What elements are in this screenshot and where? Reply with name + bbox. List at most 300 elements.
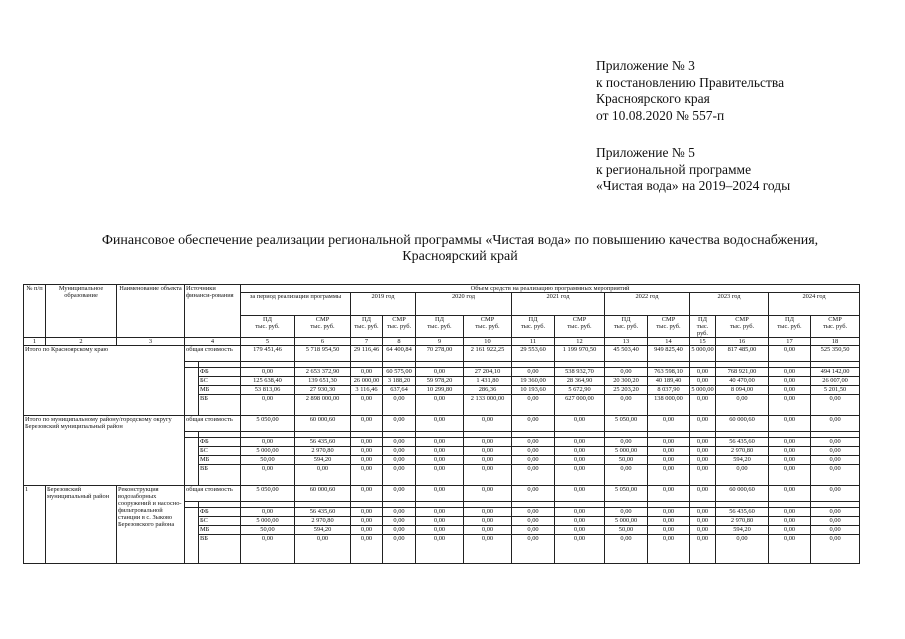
mb-cell: 25 203,20 (605, 386, 648, 395)
total-cell: 60 000,60 (716, 486, 769, 502)
mb-cell: 594,20 (716, 456, 769, 465)
bs-cell: 2 970,80 (716, 447, 769, 456)
total-cell: 29 553,60 (512, 346, 555, 362)
bs-cell: 0,00 (383, 447, 416, 456)
header-smr: СМР (828, 316, 842, 323)
vb-cell: 0,00 (351, 465, 383, 486)
fb-cell: 0,00 (769, 438, 811, 447)
mb-cell: 50,00 (241, 456, 295, 465)
header-pd: ПД (435, 316, 444, 323)
total-cell: 2 161 922,25 (464, 346, 512, 362)
header-smr-unit (383, 316, 416, 338)
total-row (24, 486, 860, 502)
total-cost-label: общая стоимость (185, 416, 241, 432)
column-number: 6 (295, 338, 351, 346)
total-row (24, 416, 860, 432)
mb-cell: 5 000,00 (691, 386, 714, 393)
fb-cell: 56 435,60 (716, 438, 769, 447)
mb-cell: 10 299,80 (416, 386, 464, 395)
header-volume: Объем средств на реализацию программных мероприятий (241, 285, 860, 293)
column-number: 8 (383, 338, 416, 346)
bs-cell: 5 000,00 (241, 447, 295, 456)
total-cell: 179 451,46 (241, 346, 295, 362)
total-cell: 525 350,50 (811, 346, 860, 362)
bs-cell: 0,00 (464, 447, 512, 456)
document-title (30, 233, 890, 265)
header-year-2020: 2020 год (416, 293, 512, 316)
mb-cell: 0,00 (811, 456, 860, 465)
column-number: 12 (555, 338, 605, 346)
total-cell: 0,00 (769, 416, 811, 432)
vb-cell: 0,00 (690, 535, 716, 564)
header-row-1 (24, 285, 860, 293)
bs-cell: 2 970,80 (295, 517, 351, 526)
vb-cell: 0,00 (416, 535, 464, 564)
mb-cell: 0,00 (555, 526, 605, 535)
bs-cell: 0,00 (690, 447, 716, 456)
bs-cell: 1 431,80 (464, 377, 512, 386)
total-cell: 0,00 (555, 486, 605, 502)
fb-cell: 0,00 (648, 438, 690, 447)
total-cell: 60 000,60 (295, 416, 351, 432)
header-smr: СМР (661, 316, 676, 323)
fb-cell: 538 932,70 (555, 368, 605, 377)
fb-cell: 0,00 (512, 438, 555, 447)
total-cell: 0,00 (769, 346, 811, 362)
fb-cell: 0,00 (605, 368, 648, 377)
vb-cell: 0,00 (464, 465, 512, 486)
mb-cell: 5 672,90 (555, 386, 605, 395)
fb-cell: 0,00 (464, 438, 512, 447)
fb-cell: 0,00 (416, 508, 464, 517)
bs-cell: 5 000,00 (605, 447, 648, 456)
header-unit: тыс. руб. (520, 323, 546, 330)
header-unit: тыс. руб. (696, 323, 709, 337)
mb-cell: 0,00 (769, 526, 811, 535)
header-unit: тыс. руб. (613, 323, 639, 330)
mb-cell: 0,00 (383, 526, 416, 535)
vb-cell: 0,00 (811, 535, 860, 564)
fb-cell: 0,00 (555, 438, 605, 447)
fb-cell: 0,00 (351, 368, 383, 377)
mb-cell: 0,00 (351, 526, 383, 535)
fb-cell: 0,00 (690, 368, 716, 377)
header-pd-unit (690, 316, 716, 338)
total-cell: 29 116,46 (351, 346, 383, 362)
fb-cell: 0,00 (383, 438, 416, 447)
column-number: 5 (241, 338, 295, 346)
column-number: 7 (351, 338, 383, 346)
mb-cell: 594,20 (716, 526, 769, 535)
header-pd-unit (416, 316, 464, 338)
total-cell: 0,00 (383, 486, 416, 502)
fb-cell: 494 142,00 (811, 368, 860, 377)
total-cell: 0,00 (416, 486, 464, 502)
fb-cell: 56 435,60 (295, 438, 351, 447)
vb-cell: 0,00 (383, 535, 416, 564)
total-cell: 0,00 (648, 486, 690, 502)
fb-cell: 763 598,10 (648, 368, 690, 377)
total-cell: 5 718 954,50 (295, 346, 351, 362)
column-number-row (24, 338, 860, 346)
total-cell: 5 000,00 (690, 346, 716, 362)
mb-cell: 0,00 (512, 526, 555, 535)
column-number: 10 (464, 338, 512, 346)
vb-cell: 0,00 (769, 395, 811, 416)
bs-cell: 139 651,30 (295, 377, 351, 386)
bs-cell: 0,00 (811, 517, 860, 526)
header-total-period: за период реализации программы (241, 293, 351, 316)
fb-cell: 56 435,60 (716, 508, 769, 517)
header-unit: тыс. руб. (729, 323, 755, 330)
vb-cell: 0,00 (811, 395, 860, 416)
header-smr-unit (555, 316, 605, 338)
mb-cell: 8 094,00 (716, 386, 769, 395)
vb-cell: 0,00 (690, 395, 716, 416)
vb-cell: 2 133 000,00 (464, 395, 512, 416)
vb-cell: 0,00 (690, 465, 716, 486)
header-object: Наименование объекта (117, 285, 185, 338)
mb-cell: 0,00 (512, 456, 555, 465)
total-cell: 1 199 970,50 (555, 346, 605, 362)
fb-cell: 0,00 (351, 508, 383, 517)
header-pd: ПД (785, 316, 794, 323)
vb-cell: 0,00 (811, 465, 860, 486)
fb-cell: 0,00 (811, 508, 860, 517)
mb-cell: 0,00 (464, 456, 512, 465)
column-number: 16 (716, 338, 769, 346)
mb-cell: 0,00 (811, 526, 860, 535)
vb-cell: 0,00 (295, 465, 351, 486)
fb-cell: 0,00 (648, 508, 690, 517)
bs-cell: 0,00 (690, 517, 716, 526)
total-cell: 5 050,00 (241, 486, 295, 502)
mb-cell: 0,00 (690, 456, 716, 465)
bs-cell: 20 300,20 (605, 377, 648, 386)
item-number: 1 (24, 486, 46, 564)
bs-cell: 5 000,00 (241, 517, 295, 526)
vb-cell: 0,00 (416, 465, 464, 486)
header-pd-unit (351, 316, 383, 338)
fb-cell: 0,00 (811, 438, 860, 447)
bs-cell: 0,00 (648, 447, 690, 456)
bs-label: БС (199, 447, 241, 456)
fb-cell: 0,00 (241, 368, 295, 377)
header-pd-unit (512, 316, 555, 338)
in-total-label (185, 438, 199, 486)
mb-cell: 50,00 (241, 526, 295, 535)
fb-cell: 0,00 (512, 508, 555, 517)
header-municipality: Муниципальное образование (46, 285, 117, 338)
total-cell: 0,00 (690, 416, 716, 432)
vb-cell: 0,00 (716, 465, 769, 486)
total-cell: 45 503,40 (605, 346, 648, 362)
section-caption: Итого по муниципальному району/городскому округу Березовский муниципальный район (24, 416, 185, 486)
vb-cell: 0,00 (769, 535, 811, 564)
vb-cell: 0,00 (383, 395, 416, 416)
column-number: 9 (416, 338, 464, 346)
fb-cell: 0,00 (555, 508, 605, 517)
mb-cell: 0,00 (555, 456, 605, 465)
vb-cell: 0,00 (605, 465, 648, 486)
fb-cell: 0,00 (464, 508, 512, 517)
column-number: 15 (690, 338, 716, 346)
bs-cell: 40 470,00 (716, 377, 769, 386)
mb-cell: 27 930,30 (295, 386, 351, 395)
bs-label: БС (199, 517, 241, 526)
vb-cell: 0,00 (555, 535, 605, 564)
in-total-label (185, 368, 199, 416)
header-unit: тыс. руб. (354, 323, 379, 330)
total-cell: 60 000,60 (716, 416, 769, 432)
header-num: № п/п (24, 285, 46, 338)
vb-cell: 0,00 (351, 395, 383, 416)
bs-cell: 0,00 (416, 447, 464, 456)
item-municipality: Березовский муниципальный район (46, 486, 117, 564)
total-cell: 5 050,00 (241, 416, 295, 432)
fb-cell: 0,00 (416, 438, 464, 447)
mb-cell: 5 201,50 (811, 386, 860, 395)
header-pd: ПД (362, 316, 371, 323)
bs-cell: 0,00 (690, 377, 716, 386)
total-cell: 0,00 (769, 486, 811, 502)
column-number: 18 (811, 338, 860, 346)
header-unit: тыс. руб. (255, 323, 280, 330)
bs-cell: 26 000,00 (351, 377, 383, 386)
mb-cell: 0,00 (648, 526, 690, 535)
appendix-3-block (596, 58, 784, 124)
vb-cell: 0,00 (555, 465, 605, 486)
fb-cell: 0,00 (351, 438, 383, 447)
bs-cell: 0,00 (769, 447, 811, 456)
header-unit: тыс. руб. (656, 323, 681, 330)
total-cell: 0,00 (416, 416, 464, 432)
total-cell: 0,00 (351, 416, 383, 432)
bs-cell: 3 188,20 (383, 377, 416, 386)
header-unit: тыс. руб. (567, 323, 592, 330)
header-smr: СМР (392, 316, 406, 323)
mb-label: МБ (199, 526, 241, 535)
total-cell: 817 485,00 (716, 346, 769, 362)
mb-cell: 50,00 (605, 456, 648, 465)
mb-cell: 0,00 (416, 526, 464, 535)
fb-cell: 0,00 (241, 438, 295, 447)
column-number: 11 (512, 338, 555, 346)
fb-cell: 27 204,10 (464, 368, 512, 377)
fb-cell: 0,00 (690, 508, 716, 517)
header-pd: ПД (698, 316, 707, 323)
bs-cell: 19 360,00 (512, 377, 555, 386)
header-pd-unit (241, 316, 295, 338)
header-year-2023: 2023 год (690, 293, 769, 316)
appendix-5-block (596, 145, 790, 195)
vb-cell: 2 898 000,00 (295, 395, 351, 416)
bs-cell: 0,00 (811, 447, 860, 456)
vb-cell: 0,00 (241, 395, 295, 416)
mb-label: МБ (199, 456, 241, 465)
header-smr-unit (811, 316, 860, 338)
total-cell: 0,00 (811, 416, 860, 432)
in-total-label (185, 508, 199, 564)
header-smr-unit (464, 316, 512, 338)
vb-cell: 0,00 (648, 465, 690, 486)
mb-cell: 0,00 (769, 386, 811, 395)
header-unit: тыс. руб. (822, 323, 848, 330)
bs-cell: 0,00 (416, 517, 464, 526)
total-cell: 0,00 (512, 416, 555, 432)
mb-cell: 3 116,46 (351, 386, 383, 395)
total-cell: 0,00 (464, 416, 512, 432)
fb-cell: 0,00 (769, 508, 811, 517)
fb-label: ФБ (199, 368, 241, 377)
header-unit: тыс. руб. (427, 323, 452, 330)
bs-cell: 40 189,40 (648, 377, 690, 386)
header-source: Источники финанси-рования (185, 285, 241, 338)
bs-cell: 0,00 (512, 447, 555, 456)
vb-cell: 0,00 (241, 465, 295, 486)
header-unit: тыс. руб. (386, 323, 412, 330)
header-pd: ПД (263, 316, 272, 323)
mb-cell: 10 193,60 (512, 386, 555, 395)
fb-cell: 0,00 (512, 368, 555, 377)
appendix-3-line: к постановлению Правительства (596, 74, 785, 90)
vb-cell: 0,00 (648, 535, 690, 564)
fb-label: ФБ (199, 508, 241, 517)
mb-cell: 637,64 (383, 386, 416, 395)
mb-cell: 0,00 (648, 456, 690, 465)
header-pd: ПД (621, 316, 631, 323)
vb-cell: 0,00 (464, 535, 512, 564)
bs-cell: 28 364,90 (555, 377, 605, 386)
column-number: 4 (185, 338, 241, 346)
mb-cell: 286,36 (464, 386, 512, 395)
bs-cell: 0,00 (769, 377, 811, 386)
total-cell: 0,00 (383, 416, 416, 432)
appendix-5-line: к региональной программе (596, 161, 752, 177)
header-pd: ПД (528, 316, 538, 323)
bs-cell: 0,00 (769, 517, 811, 526)
column-number: 2 (46, 338, 117, 346)
fb-cell: 0,00 (605, 508, 648, 517)
mb-cell: 0,00 (383, 456, 416, 465)
header-pd-unit (605, 316, 648, 338)
bs-cell: 26 007,00 (811, 377, 860, 386)
total-cell: 949 825,40 (648, 346, 690, 362)
bs-cell: 59 978,20 (416, 377, 464, 386)
column-number: 17 (769, 338, 811, 346)
bs-cell: 2 970,80 (295, 447, 351, 456)
fb-cell: 768 921,00 (716, 368, 769, 377)
header-year-2019: 2019 год (351, 293, 416, 316)
total-cost-label: общая стоимость (185, 346, 241, 362)
appendix-3-line: Красноярского края (596, 91, 710, 106)
mb-cell: 594,20 (295, 526, 351, 535)
appendix-5-line: «Чистая вода» на 2019–2024 годы (596, 178, 791, 193)
mb-cell: 0,00 (351, 456, 383, 465)
bs-cell: 0,00 (648, 517, 690, 526)
mb-cell: 0,00 (464, 526, 512, 535)
bs-cell: 0,00 (555, 447, 605, 456)
total-cell: 5 050,00 (605, 416, 648, 432)
total-row (24, 346, 860, 362)
column-number: 13 (605, 338, 648, 346)
mb-cell: 53 813,06 (241, 386, 295, 395)
vb-cell: 0,00 (351, 535, 383, 564)
total-cell: 0,00 (351, 486, 383, 502)
bs-cell: 5 000,00 (605, 517, 648, 526)
vb-cell: 0,00 (416, 395, 464, 416)
vb-cell: 0,00 (605, 535, 648, 564)
vb-label: ВБ (199, 465, 241, 486)
fb-cell: 0,00 (605, 438, 648, 447)
header-year-2021: 2021 год (512, 293, 605, 316)
header-unit: тыс. руб. (310, 323, 335, 330)
mb-cell: 0,00 (769, 456, 811, 465)
appendix-3-line: от 10.08.2020 № 557-п (596, 107, 725, 123)
header-smr-unit (648, 316, 690, 338)
total-cell: 5 050,00 (605, 486, 648, 502)
mb-cell: 8 037,90 (648, 386, 690, 395)
header-smr: СМР (315, 316, 330, 323)
mb-cell: 50,00 (605, 526, 648, 535)
total-cell: 70 278,00 (416, 346, 464, 362)
bs-cell: 0,00 (555, 517, 605, 526)
bs-cell: 0,00 (351, 517, 383, 526)
mb-cell: 0,00 (690, 526, 716, 535)
header-smr: СМР (572, 316, 587, 323)
fb-cell: 60 575,00 (383, 368, 416, 377)
bs-cell: 0,00 (351, 447, 383, 456)
vb-cell: 0,00 (605, 395, 648, 416)
total-cell: 0,00 (811, 486, 860, 502)
bs-cell: 2 970,80 (716, 517, 769, 526)
total-cell: 60 000,60 (295, 486, 351, 502)
total-cell: 0,00 (690, 486, 716, 502)
fb-cell: 0,00 (769, 368, 811, 377)
fb-cell: 2 653 372,90 (295, 368, 351, 377)
item-object: Реконструкция водозаборных сооружений и насосно-фильтровальной станции в с. Зыково Березовского района (117, 486, 185, 564)
vb-cell: 0,00 (241, 535, 295, 564)
vb-cell: 0,00 (716, 535, 769, 564)
header-year-2022: 2022 год (605, 293, 690, 316)
column-number: 1 (24, 338, 46, 346)
vb-cell: 0,00 (716, 395, 769, 416)
bs-cell: 125 638,40 (241, 377, 295, 386)
bs-cell: 0,00 (512, 517, 555, 526)
vb-cell: 627 000,00 (555, 395, 605, 416)
total-cell: 0,00 (648, 416, 690, 432)
financing-table (23, 284, 860, 564)
vb-cell: 0,00 (769, 465, 811, 486)
section-caption: Итого по Красноярскому краю (24, 346, 185, 416)
header-smr-unit (295, 316, 351, 338)
vb-label: ВБ (199, 535, 241, 564)
header-unit: тыс. руб. (777, 323, 802, 330)
header-unit: тыс. руб. (475, 323, 500, 330)
vb-cell: 138 000,00 (648, 395, 690, 416)
title-line-1: Финансовое обеспечение реализации региональной программы «Чистая вода» по повышению качества водоснабжения, (101, 233, 819, 248)
mb-cell: 0,00 (416, 456, 464, 465)
total-cell: 64 400,84 (383, 346, 416, 362)
column-number: 3 (117, 338, 185, 346)
header-smr: СМР (735, 316, 749, 323)
vb-cell: 0,00 (295, 535, 351, 564)
column-number: 14 (648, 338, 690, 346)
fb-cell: 56 435,60 (295, 508, 351, 517)
header-year-2024: 2024 год (769, 293, 860, 316)
header-smr: СМР (480, 316, 495, 323)
header-pd-unit (769, 316, 811, 338)
